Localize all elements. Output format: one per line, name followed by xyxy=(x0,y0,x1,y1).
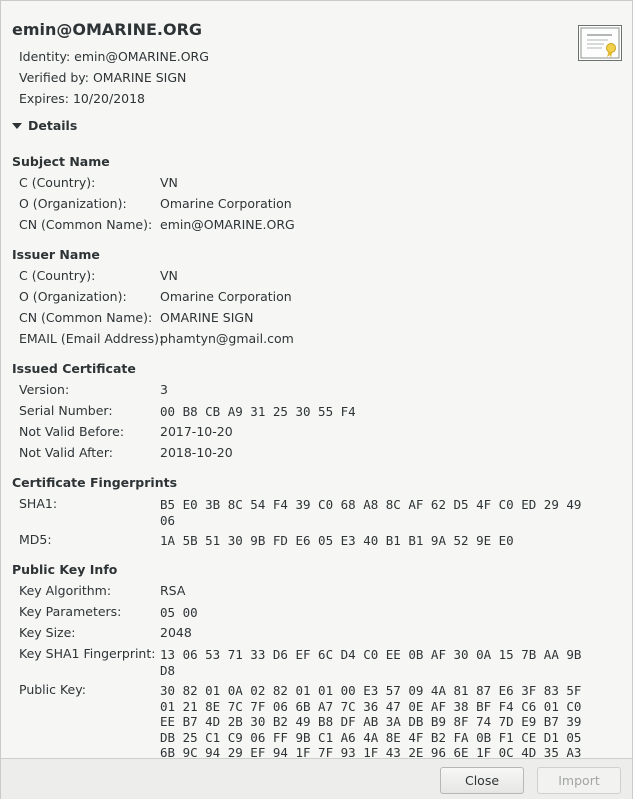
subject-org-label: O (Organization): xyxy=(19,196,127,211)
certificate-icon xyxy=(578,25,622,61)
key-parameters-label: Key Parameters: xyxy=(19,604,122,619)
issuer-cn-label: CN (Common Name): xyxy=(19,310,153,325)
serial-number-value: 00 B8 CB A9 31 25 30 55 F4 xyxy=(160,404,356,419)
subject-section-title: Subject Name xyxy=(12,154,110,169)
key-sha1-fingerprint-value: 13 06 53 71 33 D6 EF 6C D4 C0 EE 0B AF 30 0A 15 7B AA 9B D8 xyxy=(160,647,582,678)
issuer-section-title: Issuer Name xyxy=(12,247,100,262)
not-valid-before-label: Not Valid Before: xyxy=(19,424,125,439)
expander-arrow-icon xyxy=(12,123,22,129)
md5-value: 1A 5B 51 30 9B FD E6 05 E3 40 B1 B1 9A 52 9E E0 xyxy=(160,533,514,548)
sha1-label: SHA1: xyxy=(19,496,58,511)
not-valid-after-label: Not Valid After: xyxy=(19,445,113,460)
expires-line: Expires: 10/20/2018 xyxy=(19,91,146,106)
subject-country-value: VN xyxy=(160,175,178,190)
key-parameters-value: 05 00 xyxy=(160,605,198,620)
issuer-email-value: phamtyn@gmail.com xyxy=(160,331,294,346)
version-value: 3 xyxy=(160,382,168,397)
public-key-value: 30 82 01 0A 02 82 01 01 00 E3 57 09 4A 81 87 E6 3F 83 5F 01 21 8E 7C 7F 06 6B A7 7C 36 47 0E AF 38 BF F4 C6 01 C0 EE B7 4D 2B 30 B2 49 B8 DF AB 3A DB B9 8F 74 7D E9 B7 39 DB 25 C1 C9 06 FF 9B C1 A6 4A 8E 4F B2 FA 0B F1 CE D1 05 6B 9C 94 29 EF 94 1F 7F 93 1F 43 2E 96 6E 1F 0C 4D 35 A3 xyxy=(160,683,582,758)
verified-by-line: Verified by: OMARINE SIGN xyxy=(19,70,187,85)
subject-cn-value: emin@OMARINE.ORG xyxy=(160,217,295,232)
close-button[interactable]: Close xyxy=(440,767,524,794)
issuer-cn-value: OMARINE SIGN xyxy=(160,310,254,325)
issuer-org-label: O (Organization): xyxy=(19,289,127,304)
certificate-details-pane[interactable] xyxy=(1,1,632,758)
issuer-country-value: VN xyxy=(160,268,178,283)
identity-line: Identity: emin@OMARINE.ORG xyxy=(19,49,209,64)
certificate-title: emin@OMARINE.ORG xyxy=(12,20,203,39)
key-algorithm-value: RSA xyxy=(160,583,186,598)
issued-section-title: Issued Certificate xyxy=(12,361,136,376)
key-algorithm-label: Key Algorithm: xyxy=(19,583,112,598)
details-expander[interactable] xyxy=(12,118,77,133)
not-valid-before-value: 2017-10-20 xyxy=(160,424,233,439)
issuer-country-label: C (Country): xyxy=(19,268,96,283)
sha1-value: B5 E0 3B 8C 54 F4 39 C0 68 A8 8C AF 62 D5 4F C0 ED 29 49 06 xyxy=(160,497,582,528)
subject-org-value: Omarine Corporation xyxy=(160,196,292,211)
details-label: Details xyxy=(28,118,78,133)
not-valid-after-value: 2018-10-20 xyxy=(160,445,233,460)
subject-country-label: C (Country): xyxy=(19,175,96,190)
key-size-label: Key Size: xyxy=(19,625,76,640)
key-size-value: 2048 xyxy=(160,625,192,640)
fingerprints-section-title: Certificate Fingerprints xyxy=(12,475,178,490)
issuer-email-label: EMAIL (Email Address): xyxy=(19,331,164,346)
md5-label: MD5: xyxy=(19,532,52,547)
public-key-section-title: Public Key Info xyxy=(12,562,118,577)
version-label: Version: xyxy=(19,382,70,397)
dialog-button-bar xyxy=(1,758,632,799)
serial-number-label: Serial Number: xyxy=(19,403,113,418)
subject-cn-label: CN (Common Name): xyxy=(19,217,153,232)
issuer-org-value: Omarine Corporation xyxy=(160,289,292,304)
public-key-label: Public Key: xyxy=(19,682,86,697)
import-button[interactable]: Import xyxy=(537,767,621,794)
key-sha1-fingerprint-label: Key SHA1 Fingerprint: xyxy=(19,646,156,661)
